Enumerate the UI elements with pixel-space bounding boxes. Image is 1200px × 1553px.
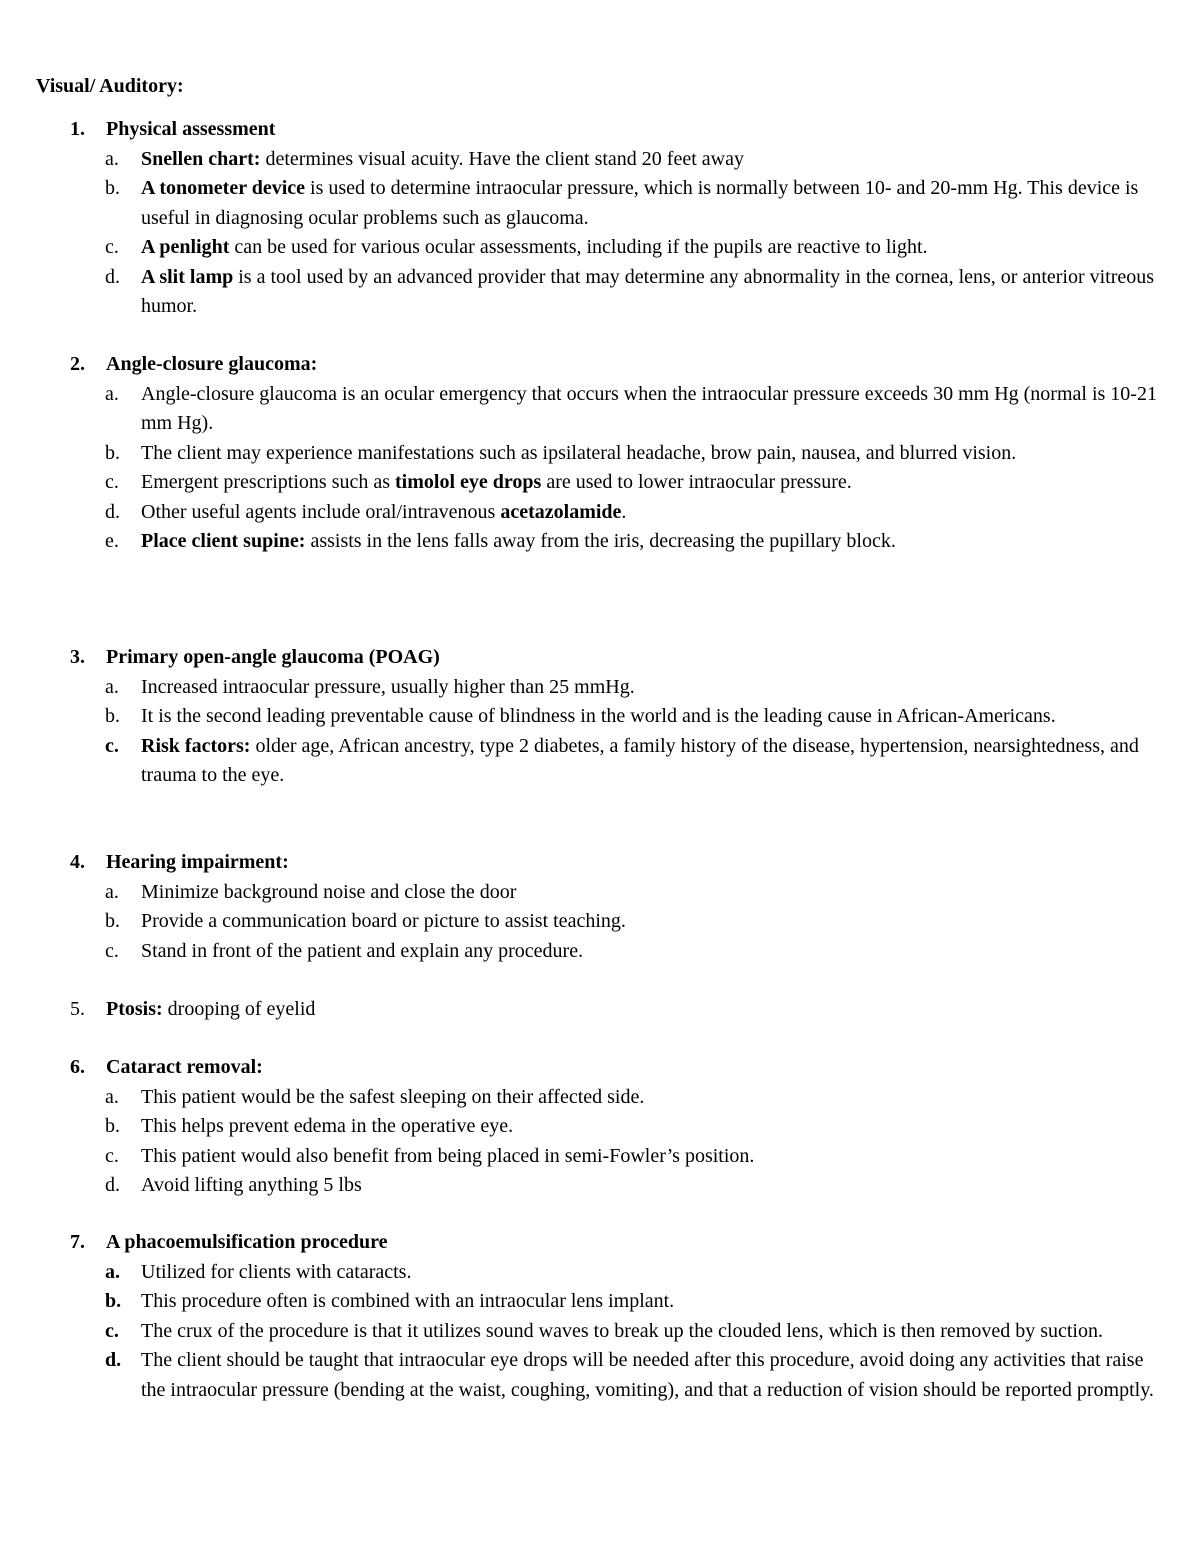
- bold-text: Snellen chart:: [141, 147, 261, 170]
- item-letter: d.: [105, 1174, 120, 1196]
- list-item: [0, 937, 1171, 967]
- list-item: [0, 263, 1171, 322]
- item-list: [0, 1083, 1200, 1201]
- text-run: can be used for various ocular assessments, including if the pupils are reactive to light.: [229, 236, 928, 258]
- section-title: [106, 643, 440, 673]
- list-item: [0, 1171, 1171, 1201]
- item-letter: a.: [105, 880, 119, 903]
- item-list: [0, 673, 1200, 791]
- bold-text: A slit lamp: [141, 265, 234, 288]
- text-run: Increased intraocular pressure, usually higher than 25 mmHg.: [141, 675, 635, 698]
- text-run: The client should be taught that intraocular eye drops will be needed after this procedure, avoid doing any activities that raise the intraocular pressure (bending at the waist, coughing, vomiting), and that a reduction of vision should be reported promptly.: [141, 1349, 1154, 1401]
- item-letter: c.: [105, 1144, 119, 1167]
- text-run: .: [621, 500, 627, 523]
- list-item: [0, 233, 1171, 263]
- item-letter: d.: [105, 265, 120, 288]
- list-item: [0, 1258, 1171, 1288]
- section-number: 2.: [70, 353, 85, 375]
- text-run: drooping of eyelid: [162, 998, 316, 1020]
- text-run: determines visual acuity. Have the client stand 20 feet away: [260, 147, 744, 170]
- text-run: Utilized for clients with cataracts.: [141, 1260, 412, 1283]
- item-list: [0, 1258, 1200, 1406]
- list-item: [0, 1142, 1171, 1172]
- text-run: Other useful agents include oral/intravenous: [141, 500, 501, 523]
- item-list: [0, 878, 1200, 967]
- section-title: [106, 1228, 387, 1258]
- item-list: [0, 380, 1200, 557]
- list-item: [0, 527, 1171, 557]
- section-number: 6.: [70, 1056, 85, 1078]
- item-letter: a.: [105, 1085, 119, 1108]
- list-item: [0, 174, 1171, 233]
- section-number: 5.: [70, 998, 85, 1020]
- list-item: [0, 468, 1171, 498]
- section-title: [106, 848, 289, 878]
- item-letter: b.: [105, 910, 120, 932]
- list-item: [0, 1112, 1171, 1142]
- item-letter: a.: [105, 147, 119, 170]
- list-item: [0, 732, 1171, 791]
- item-letter: a.: [105, 675, 119, 698]
- item-letter: c.: [105, 1319, 119, 1342]
- text-run: This helps prevent edema in the operative eye.: [141, 1115, 514, 1137]
- bold-text: A penlight: [141, 236, 230, 258]
- text-run: Provide a communication board or picture to assist teaching.: [141, 910, 626, 932]
- item-letter: c.: [105, 734, 119, 757]
- item-letter: c.: [105, 939, 119, 962]
- list-item: [0, 145, 1171, 175]
- section-title: [106, 350, 317, 380]
- section-title: [106, 995, 315, 1025]
- text-run: This patient would be the safest sleeping on their affected side.: [141, 1085, 645, 1108]
- item-letter: b.: [105, 705, 120, 727]
- list-item: [0, 673, 1171, 703]
- item-letter: b.: [105, 1290, 122, 1312]
- list-item: [0, 1083, 1171, 1113]
- page-title: Visual/ Auditory:: [36, 75, 184, 97]
- bold-text: Primary open-angle glaucoma (POAG): [106, 646, 440, 668]
- section-number: 4.: [70, 851, 85, 873]
- item-letter: b.: [105, 1115, 120, 1137]
- item-list: [0, 145, 1200, 322]
- text-run: is a tool used by an advanced provider that may determine any abnormality in the cornea, lens, or anterior vitreous humor.: [141, 265, 1155, 317]
- item-letter: e.: [105, 530, 119, 552]
- section-title: [106, 115, 275, 145]
- bold-text: Physical assessment: [106, 118, 276, 140]
- item-letter: c.: [105, 236, 119, 258]
- text-run: Avoid lifting anything 5 lbs: [141, 1174, 362, 1196]
- text-run: This patient would also benefit from being placed in semi-Fowler’s position.: [141, 1144, 755, 1167]
- text-run: is used to determine intraocular pressure, which is normally between 10- and 20-mm Hg. This device is useful in diagnosing ocular problems such as glaucoma.: [141, 177, 1139, 229]
- section-title: [106, 1053, 263, 1083]
- text-run: are used to lower intraocular pressure.: [541, 471, 852, 493]
- bold-text: Cataract removal:: [106, 1056, 263, 1078]
- text-run: This procedure often is combined with an intraocular lens implant.: [141, 1290, 675, 1312]
- list-item: [0, 380, 1171, 439]
- bold-text: Hearing impairment:: [106, 851, 289, 873]
- text-run: The client may experience manifestations such as ipsilateral headache, brow pain, nausea, and blurred vision.: [141, 441, 1017, 464]
- bold-text: Place client supine:: [141, 530, 306, 552]
- list-item: [0, 1346, 1171, 1405]
- list-item: [0, 439, 1171, 469]
- item-letter: b.: [105, 177, 120, 199]
- bold-text: Ptosis:: [106, 998, 163, 1020]
- section-number: 7.: [70, 1231, 85, 1253]
- list-item: [0, 907, 1171, 937]
- list-item: [0, 1317, 1171, 1347]
- text-run: The crux of the procedure is that it utilizes sound waves to break up the clouded lens, which is then removed by suction.: [141, 1319, 1103, 1342]
- item-letter: c.: [105, 471, 119, 493]
- bold-text: A phacoemulsification procedure: [106, 1231, 388, 1253]
- bold-text: Risk factors:: [141, 734, 251, 757]
- bold-text: Angle-closure glaucoma:: [106, 353, 318, 375]
- list-item: [0, 878, 1171, 908]
- section-number: 3.: [70, 646, 85, 668]
- text-run: Stand in front of the patient and explain any procedure.: [141, 939, 584, 962]
- text-run: Minimize background noise and close the door: [141, 880, 517, 903]
- item-letter: b.: [105, 441, 120, 464]
- text-run: Emergent prescriptions such as: [141, 471, 396, 493]
- bold-text: A tonometer device: [141, 177, 306, 199]
- item-letter: a.: [105, 1260, 120, 1283]
- text-run: assists in the lens falls away from the iris, decreasing the pupillary block.: [305, 530, 896, 552]
- list-item: [0, 702, 1171, 732]
- list-item: [0, 498, 1171, 528]
- item-letter: d.: [105, 500, 120, 523]
- item-letter: a.: [105, 382, 119, 405]
- text-run: It is the second leading preventable cause of blindness in the world and is the leading cause in African-Americans.: [141, 705, 1056, 727]
- bold-text: acetazolamide: [500, 500, 622, 523]
- item-letter: d.: [105, 1349, 122, 1371]
- list-item: [0, 1287, 1171, 1317]
- bold-text: timolol eye drops: [395, 471, 542, 493]
- text-run: older age, African ancestry, type 2 diabetes, a family history of the disease, hypertension, nearsightedness, and trauma to the eye.: [141, 734, 1139, 786]
- text-run: Angle-closure glaucoma is an ocular emergency that occurs when the intraocular pressure exceeds 30 mm Hg (normal is 10-21 mm Hg).: [141, 382, 1157, 434]
- section-number: 1.: [70, 118, 85, 140]
